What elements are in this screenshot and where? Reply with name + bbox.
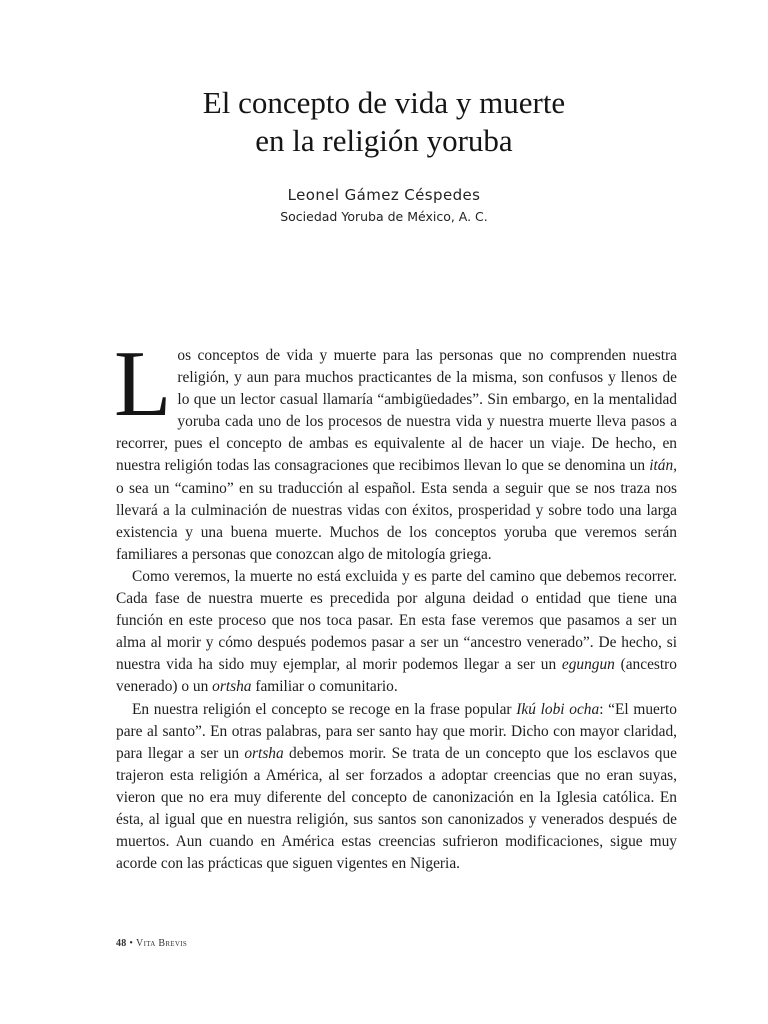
p2-text-c: familiar o comunitario. — [251, 678, 398, 696]
p1-text-b: o sea un “camino” en su traducción al español. Esta senda a seguir que se nos traza nos llevará a la culminación de nuestras vidas con éxitos, prosperidad y sobre todo una larga existencia y una buena muerte. Muchos de los conceptos yoruba que veremos serán familiares a personas que conozcan algo de mitología griega. — [116, 479, 677, 563]
page-footer — [116, 938, 187, 949]
title-line-1: El concepto de vida y muerte — [202, 85, 566, 120]
title-line-2: en la religión yoruba — [255, 123, 513, 158]
author-affiliation: Sociedad Yoruba de México, A. C. — [280, 209, 488, 224]
paragraph-3 — [116, 699, 677, 876]
p3-text-a: En nuestra religión el concepto se recoge en la frase popular — [132, 700, 517, 718]
article-title — [0, 84, 768, 160]
p1-text-a: os conceptos de vida y muerte para las personas que no comprenden nuestra religión, y aun para muchos practicantes de la misma, son confusos y llenos de lo que un lector casual llamaría “ambigüedades”. Sin embargo, en la mentalidad yoruba cada uno de los procesos de nuestra vida y nuestra muerte lleva pasos a recorrer, pues el concepto de ambas es equivalente al de hacer un viaje. De hecho, en nuestra religión todas las consagraciones que recibimos llevan lo que se denomina un — [116, 347, 677, 475]
paragraph-2 — [116, 566, 677, 699]
p3-text-c: debemos morir. Se trata de un concepto que los esclavos que trajeron esta religión a América, al ser forzados a adoptar creencias que no eran suyas, vieron que no era muy diferente del concepto de canonización en la Iglesia católica. En ésta, al igual que en nuestra religión, sus santos son canonizados y venerados después de muertos. Aun cuando en América estas creencias sufrieron modificaciones, sigue muy acorde con las prácticas que siguen vigentes en Nigeria. — [116, 744, 677, 873]
journal-name: Vita Brevis — [136, 938, 188, 949]
p2-text-b: (ancestro venerado) o un — [116, 656, 678, 696]
p2-italic-term-2: ortsha — [212, 678, 252, 696]
p3-text-b: : “El muerto pare al santo”. En otras palabras, para ser santo hay que morir. Dicho con mayor claridad, para llegar a ser un — [116, 700, 677, 762]
p3-italic-term-2: ortsha — [244, 744, 284, 762]
article-body — [114, 332, 678, 875]
drop-cap: L — [114, 332, 172, 436]
author-name: Leonel Gámez Céspedes — [287, 186, 481, 204]
p1-italic-term: itán, — [649, 457, 677, 475]
footer-bullet: • — [129, 938, 134, 949]
p3-italic-term-1: Ikú lobi ocha — [516, 700, 600, 718]
p2-text-a: Como veremos, la muerte no está excluida y es parte del camino que debemos recorrer. Cada fase de nuestra muerte es precedida por alguna deidad o entidad que tiene una función en este proceso que nos toca pasar. En esta fase veremos que pasamos a ser un alma al morir y cómo después podemos pasar a ser un “ancestro venerado”. De hecho, si nuestra vida ha sido muy ejemplar, al morir podemos llegar a ser un — [116, 567, 677, 674]
page-number: 48 — [116, 938, 127, 949]
p2-italic-term-1: egungun — [561, 656, 615, 674]
paragraph-1 — [114, 332, 677, 566]
